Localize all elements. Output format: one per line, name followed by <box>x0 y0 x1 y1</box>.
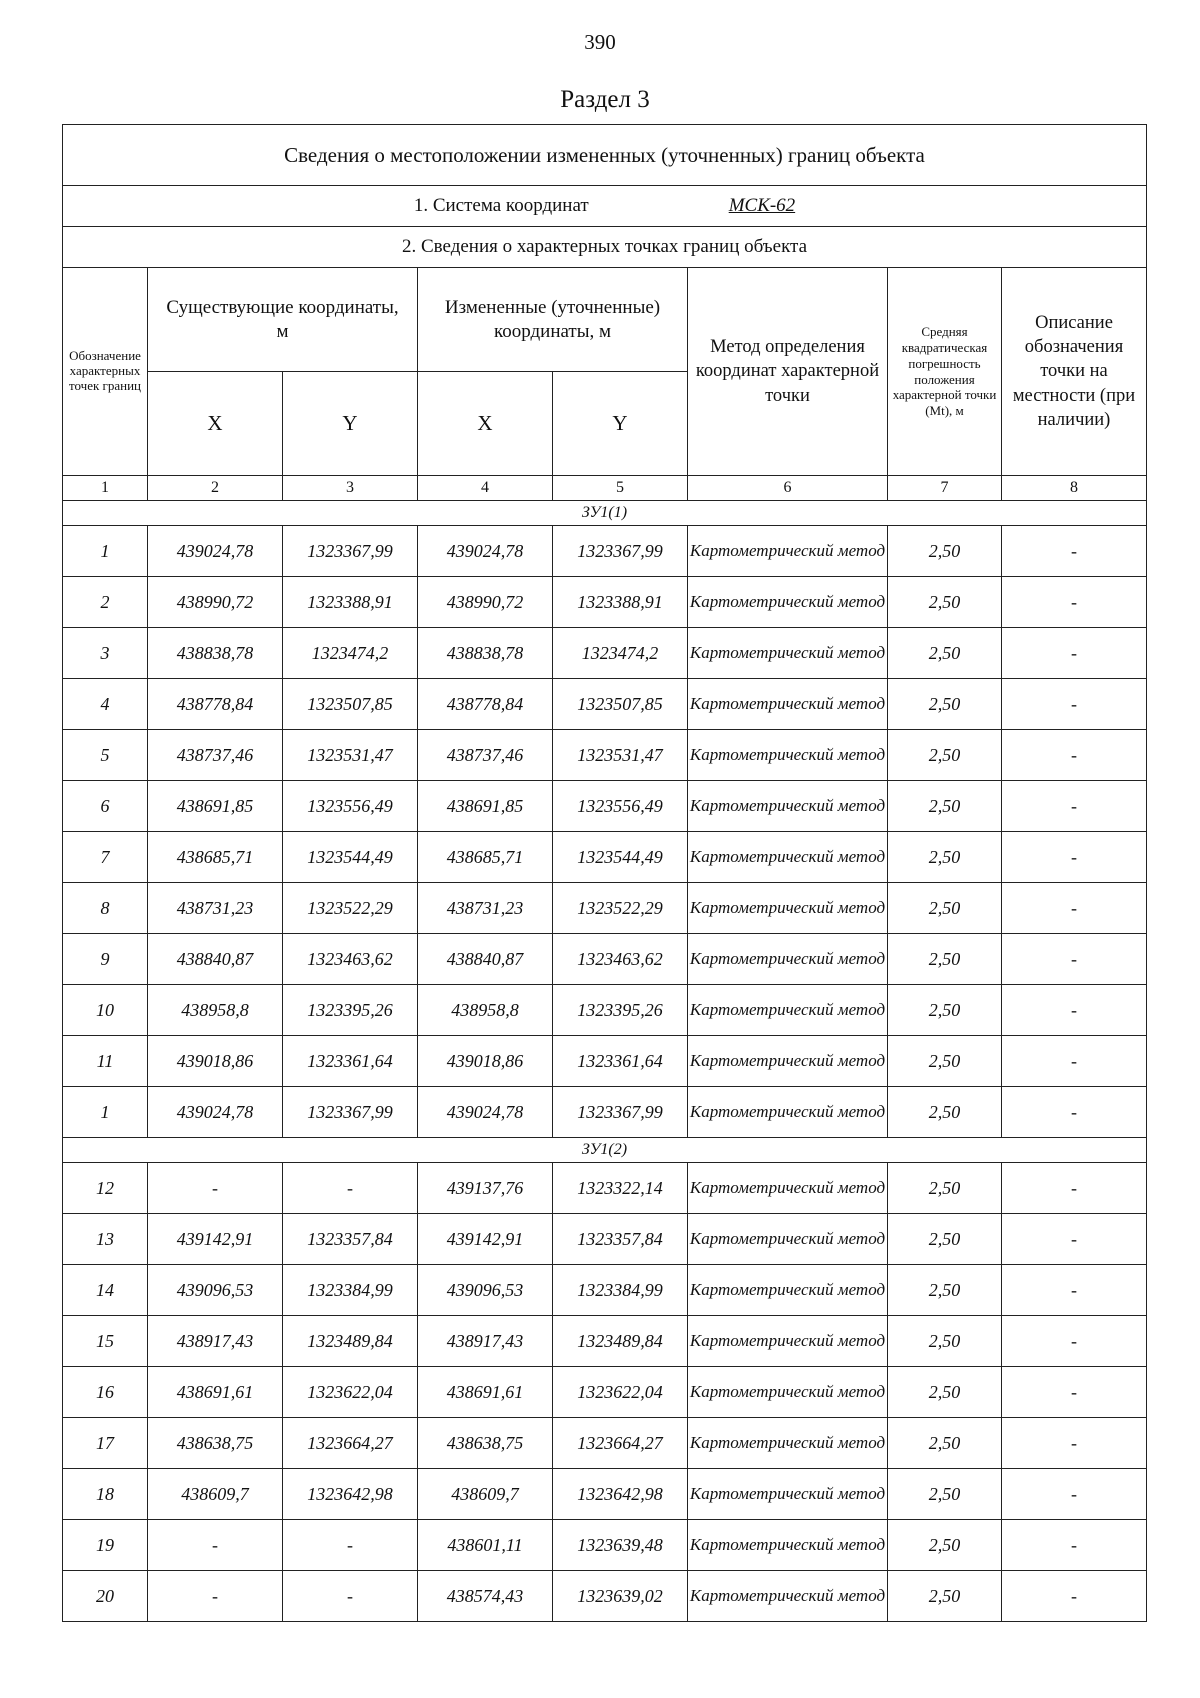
mt-value: 2,50 <box>888 1520 1002 1571</box>
existing-y: - <box>283 1571 418 1622</box>
point-number: 10 <box>63 985 148 1036</box>
existing-y: - <box>283 1520 418 1571</box>
mt-value: 2,50 <box>888 1469 1002 1520</box>
point-number: 9 <box>63 934 148 985</box>
changed-y: 1323357,84 <box>553 1214 688 1265</box>
changed-y: 1323544,49 <box>553 832 688 883</box>
table-row <box>63 1571 1147 1622</box>
table-title-row <box>63 125 1147 186</box>
mt-value: 2,50 <box>888 1316 1002 1367</box>
mt-value: 2,50 <box>888 883 1002 934</box>
changed-y: 1323395,26 <box>553 985 688 1036</box>
existing-x: 438840,87 <box>148 934 283 985</box>
point-number: 5 <box>63 730 148 781</box>
changed-y: 1323384,99 <box>553 1265 688 1316</box>
existing-y: 1323367,99 <box>283 1087 418 1138</box>
description: - <box>1002 781 1147 832</box>
point-number: 14 <box>63 1265 148 1316</box>
description: - <box>1002 526 1147 577</box>
point-number: 13 <box>63 1214 148 1265</box>
existing-x: 439096,53 <box>148 1265 283 1316</box>
point-number: 2 <box>63 577 148 628</box>
table-row <box>63 1036 1147 1087</box>
header-existing-y: Y <box>283 372 418 476</box>
column-number: 2 <box>148 476 283 501</box>
existing-x: 438691,61 <box>148 1367 283 1418</box>
mt-value: 2,50 <box>888 934 1002 985</box>
method: Картометрический метод <box>688 832 888 883</box>
changed-x: 439018,86 <box>418 1036 553 1087</box>
table-row <box>63 1265 1147 1316</box>
group-header-row <box>63 501 1147 526</box>
existing-y: 1323544,49 <box>283 832 418 883</box>
table-row <box>63 781 1147 832</box>
method: Картометрический метод <box>688 1418 888 1469</box>
point-number: 8 <box>63 883 148 934</box>
mt-value: 2,50 <box>888 1367 1002 1418</box>
changed-y: 1323388,91 <box>553 577 688 628</box>
header-row-1 <box>63 268 1147 372</box>
changed-x: 438691,61 <box>418 1367 553 1418</box>
method: Картометрический метод <box>688 1469 888 1520</box>
method: Картометрический метод <box>688 934 888 985</box>
changed-x: 438840,87 <box>418 934 553 985</box>
existing-x: 439018,86 <box>148 1036 283 1087</box>
table-row <box>63 1520 1147 1571</box>
table-row <box>63 1316 1147 1367</box>
existing-x: - <box>148 1571 283 1622</box>
description: - <box>1002 730 1147 781</box>
method: Картометрический метод <box>688 985 888 1036</box>
existing-y: 1323489,84 <box>283 1316 418 1367</box>
method: Картометрический метод <box>688 679 888 730</box>
method: Картометрический метод <box>688 1265 888 1316</box>
existing-x: 438917,43 <box>148 1316 283 1367</box>
changed-x: 439142,91 <box>418 1214 553 1265</box>
column-number: 4 <box>418 476 553 501</box>
point-number: 6 <box>63 781 148 832</box>
column-number: 6 <box>688 476 888 501</box>
mt-value: 2,50 <box>888 832 1002 883</box>
point-number: 15 <box>63 1316 148 1367</box>
mt-value: 2,50 <box>888 1214 1002 1265</box>
existing-x: 439142,91 <box>148 1214 283 1265</box>
method: Картометрический метод <box>688 1214 888 1265</box>
changed-x: 438838,78 <box>418 628 553 679</box>
table-row <box>63 1214 1147 1265</box>
method: Картометрический метод <box>688 628 888 679</box>
changed-y: 1323639,48 <box>553 1520 688 1571</box>
boundary-points-table <box>62 124 1147 1622</box>
table-row <box>63 1469 1147 1520</box>
description: - <box>1002 1265 1147 1316</box>
column-number: 3 <box>283 476 418 501</box>
mt-value: 2,50 <box>888 577 1002 628</box>
changed-y: 1323522,29 <box>553 883 688 934</box>
existing-x: 438778,84 <box>148 679 283 730</box>
existing-x: 438731,23 <box>148 883 283 934</box>
description: - <box>1002 1036 1147 1087</box>
existing-y: 1323367,99 <box>283 526 418 577</box>
method: Картометрический метод <box>688 781 888 832</box>
method: Картометрический метод <box>688 883 888 934</box>
method: Картометрический метод <box>688 1520 888 1571</box>
changed-y: 1323474,2 <box>553 628 688 679</box>
description: - <box>1002 985 1147 1036</box>
changed-x: 438990,72 <box>418 577 553 628</box>
method: Картометрический метод <box>688 730 888 781</box>
header-method: Метод определения координат характерной точки <box>688 268 888 476</box>
mt-value: 2,50 <box>888 1571 1002 1622</box>
existing-x: 438638,75 <box>148 1418 283 1469</box>
table-row <box>63 1087 1147 1138</box>
changed-x: 438638,75 <box>418 1418 553 1469</box>
group-name: ЗУ1(1) <box>63 501 1147 526</box>
coordinate-system-label: 1. Система координат <box>413 195 589 216</box>
changed-y: 1323361,64 <box>553 1036 688 1087</box>
table-row <box>63 883 1147 934</box>
point-number: 4 <box>63 679 148 730</box>
column-number: 5 <box>553 476 688 501</box>
existing-x: 439024,78 <box>148 1087 283 1138</box>
description: - <box>1002 1571 1147 1622</box>
existing-y: 1323384,99 <box>283 1265 418 1316</box>
coordinate-system-value: МСК-62 <box>728 195 796 216</box>
existing-x: 438838,78 <box>148 628 283 679</box>
changed-y: 1323642,98 <box>553 1469 688 1520</box>
existing-x: - <box>148 1520 283 1571</box>
column-number: 7 <box>888 476 1002 501</box>
point-number: 17 <box>63 1418 148 1469</box>
existing-y: 1323664,27 <box>283 1418 418 1469</box>
point-number: 11 <box>63 1036 148 1087</box>
description: - <box>1002 1520 1147 1571</box>
changed-y: 1323622,04 <box>553 1367 688 1418</box>
mt-value: 2,50 <box>888 1036 1002 1087</box>
method: Картометрический метод <box>688 1316 888 1367</box>
changed-x: 438958,8 <box>418 985 553 1036</box>
point-number: 18 <box>63 1469 148 1520</box>
table-row <box>63 1418 1147 1469</box>
point-number: 3 <box>63 628 148 679</box>
table-row <box>63 1163 1147 1214</box>
description: - <box>1002 1367 1147 1418</box>
table-title: Сведения о местоположении измененных (уточненных) границ объекта <box>63 125 1147 186</box>
changed-y: 1323556,49 <box>553 781 688 832</box>
mt-value: 2,50 <box>888 526 1002 577</box>
method: Картометрический метод <box>688 1571 888 1622</box>
header-changed-coordinates: Измененные (уточненные) координаты, м <box>418 268 688 372</box>
existing-x: 438609,7 <box>148 1469 283 1520</box>
table-row <box>63 526 1147 577</box>
description: - <box>1002 679 1147 730</box>
mt-value: 2,50 <box>888 781 1002 832</box>
point-number: 16 <box>63 1367 148 1418</box>
changed-x: 439024,78 <box>418 526 553 577</box>
header-designation-text: Обозначение характерных точек границ <box>68 348 142 393</box>
section-title: Раздел 3 <box>560 86 650 113</box>
changed-x: 438691,85 <box>418 781 553 832</box>
points-info-row <box>63 227 1147 268</box>
existing-y: 1323556,49 <box>283 781 418 832</box>
existing-y: 1323361,64 <box>283 1036 418 1087</box>
changed-y: 1323507,85 <box>553 679 688 730</box>
column-numbers-row <box>63 476 1147 501</box>
description: - <box>1002 628 1147 679</box>
existing-x: 438737,46 <box>148 730 283 781</box>
changed-y: 1323531,47 <box>553 730 688 781</box>
table-row <box>63 985 1147 1036</box>
point-number: 20 <box>63 1571 148 1622</box>
point-number: 7 <box>63 832 148 883</box>
existing-y: 1323522,29 <box>283 883 418 934</box>
changed-x: 438731,23 <box>418 883 553 934</box>
existing-x: 438691,85 <box>148 781 283 832</box>
changed-x: 438601,11 <box>418 1520 553 1571</box>
description: - <box>1002 1316 1147 1367</box>
changed-y: 1323322,14 <box>553 1163 688 1214</box>
description: - <box>1002 883 1147 934</box>
method: Картометрический метод <box>688 1367 888 1418</box>
existing-y: 1323357,84 <box>283 1214 418 1265</box>
changed-y: 1323367,99 <box>553 526 688 577</box>
existing-y: - <box>283 1163 418 1214</box>
existing-y: 1323388,91 <box>283 577 418 628</box>
existing-y: 1323531,47 <box>283 730 418 781</box>
header-existing-coordinates: Существующие координаты, м <box>148 268 418 372</box>
description: - <box>1002 1214 1147 1265</box>
changed-y: 1323664,27 <box>553 1418 688 1469</box>
table-row <box>63 1367 1147 1418</box>
page-number: 390 <box>584 30 616 54</box>
existing-y: 1323463,62 <box>283 934 418 985</box>
column-number: 8 <box>1002 476 1147 501</box>
existing-y: 1323507,85 <box>283 679 418 730</box>
table-row <box>63 934 1147 985</box>
description: - <box>1002 577 1147 628</box>
header-changed-y: Y <box>553 372 688 476</box>
changed-x: 439137,76 <box>418 1163 553 1214</box>
description: - <box>1002 934 1147 985</box>
changed-y: 1323489,84 <box>553 1316 688 1367</box>
header-description: Описание обозначения точки на местности (при наличии) <box>1002 268 1147 476</box>
mt-value: 2,50 <box>888 1418 1002 1469</box>
table-row <box>63 832 1147 883</box>
changed-x: 439096,53 <box>418 1265 553 1316</box>
table-row <box>63 730 1147 781</box>
header-existing-x: X <box>148 372 283 476</box>
group-name: ЗУ1(2) <box>63 1138 1147 1163</box>
changed-x: 439024,78 <box>418 1087 553 1138</box>
existing-x: 438990,72 <box>148 577 283 628</box>
header-designation <box>63 268 148 476</box>
mt-value: 2,50 <box>888 730 1002 781</box>
header-changed-x: X <box>418 372 553 476</box>
point-number: 1 <box>63 1087 148 1138</box>
description: - <box>1002 832 1147 883</box>
mt-value: 2,50 <box>888 1087 1002 1138</box>
points-info: 2. Сведения о характерных точках границ объекта <box>63 227 1147 268</box>
changed-x: 438685,71 <box>418 832 553 883</box>
existing-x: 439024,78 <box>148 526 283 577</box>
coordinate-system-row <box>63 186 1147 227</box>
header-mt: Средняя квадратическая погрешность положения характерной точки (Mt), м <box>888 268 1002 476</box>
mt-value: 2,50 <box>888 628 1002 679</box>
existing-y: 1323395,26 <box>283 985 418 1036</box>
table-row <box>63 679 1147 730</box>
mt-value: 2,50 <box>888 985 1002 1036</box>
point-number: 12 <box>63 1163 148 1214</box>
changed-y: 1323463,62 <box>553 934 688 985</box>
changed-y: 1323639,02 <box>553 1571 688 1622</box>
point-number: 19 <box>63 1520 148 1571</box>
point-number: 1 <box>63 526 148 577</box>
changed-x: 438574,43 <box>418 1571 553 1622</box>
description: - <box>1002 1469 1147 1520</box>
description: - <box>1002 1163 1147 1214</box>
mt-value: 2,50 <box>888 1265 1002 1316</box>
table-row <box>63 628 1147 679</box>
changed-x: 438778,84 <box>418 679 553 730</box>
method: Картометрический метод <box>688 577 888 628</box>
table-row <box>63 577 1147 628</box>
column-number: 1 <box>63 476 148 501</box>
coordinate-system-cell <box>63 186 1147 227</box>
existing-y: 1323474,2 <box>283 628 418 679</box>
changed-x: 438917,43 <box>418 1316 553 1367</box>
existing-x: 438958,8 <box>148 985 283 1036</box>
changed-x: 438737,46 <box>418 730 553 781</box>
mt-value: 2,50 <box>888 1163 1002 1214</box>
method: Картометрический метод <box>688 1036 888 1087</box>
method: Картометрический метод <box>688 1163 888 1214</box>
method: Картометрический метод <box>688 1087 888 1138</box>
existing-x: - <box>148 1163 283 1214</box>
method: Картометрический метод <box>688 526 888 577</box>
changed-y: 1323367,99 <box>553 1087 688 1138</box>
description: - <box>1002 1087 1147 1138</box>
existing-x: 438685,71 <box>148 832 283 883</box>
existing-y: 1323622,04 <box>283 1367 418 1418</box>
mt-value: 2,50 <box>888 679 1002 730</box>
description: - <box>1002 1418 1147 1469</box>
group-header-row <box>63 1138 1147 1163</box>
existing-y: 1323642,98 <box>283 1469 418 1520</box>
changed-x: 438609,7 <box>418 1469 553 1520</box>
